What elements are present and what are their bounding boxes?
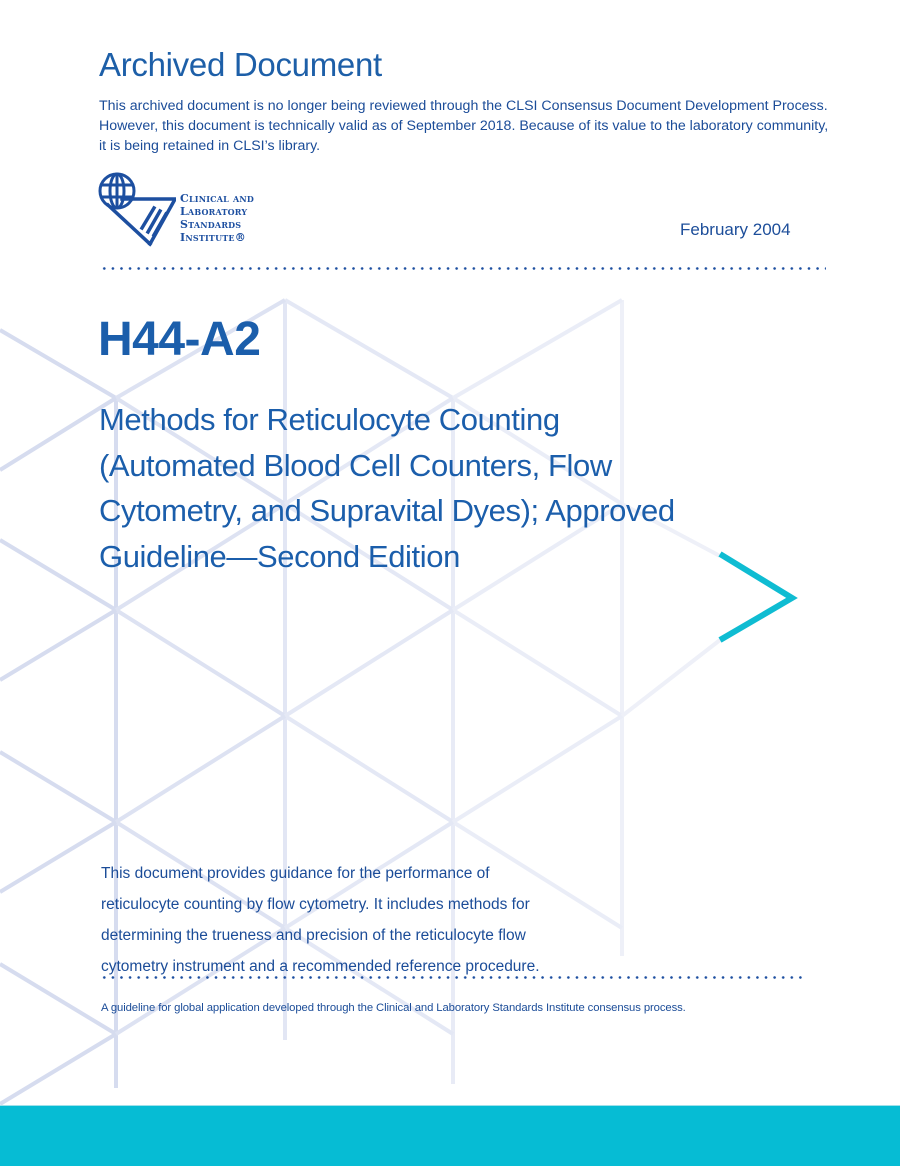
title-line: Guideline—Second Edition [99, 538, 460, 574]
title-line: Cytometry, and Supravital Dyes); Approved [99, 493, 675, 528]
document-code: H44-A2 [98, 313, 261, 366]
consensus-footer-note: A guideline for global application developed through the Clinical and Laboratory Standards Institute consensus process. [101, 1002, 686, 1014]
title-line: (Automated Blood Cell Counters, Flow [99, 447, 612, 483]
cyan-footer-bar [0, 1105, 900, 1166]
dotted-divider-top [100, 267, 826, 270]
archived-document-heading: Archived Document [99, 46, 382, 83]
chevron-right-icon [712, 548, 802, 648]
document-title [99, 397, 799, 579]
summary-line: determining the trueness and precision of the reticulocyte flow [101, 927, 526, 944]
document-summary [101, 858, 621, 982]
summary-line: This document provides guidance for the performance of [101, 865, 490, 882]
archived-document-notice: This archived document is no longer being reviewed through the CLSI Consensus Document Development Process. However, this document is technically valid as of September 2018. Because of its value to the laboratory community, it is being retained in CLSI’s library. [99, 98, 829, 154]
logo-line: Institute® [180, 231, 246, 244]
dotted-divider-bottom [100, 976, 806, 979]
summary-line: cytometry instrument and a recommended reference procedure. [101, 958, 540, 975]
globe-triangle-logo-icon [96, 168, 176, 248]
summary-line: reticulocyte counting by flow cytometry. It includes methods for [101, 896, 530, 913]
clsi-logo-text [180, 192, 254, 244]
logo-line: Standards [180, 218, 242, 231]
publication-date: February 2004 [680, 220, 791, 239]
clsi-logo [96, 168, 254, 248]
logo-line: Laboratory [180, 205, 248, 218]
logo-line: Clinical and [180, 192, 255, 205]
title-line: Methods for Reticulocyte Counting [99, 402, 560, 437]
